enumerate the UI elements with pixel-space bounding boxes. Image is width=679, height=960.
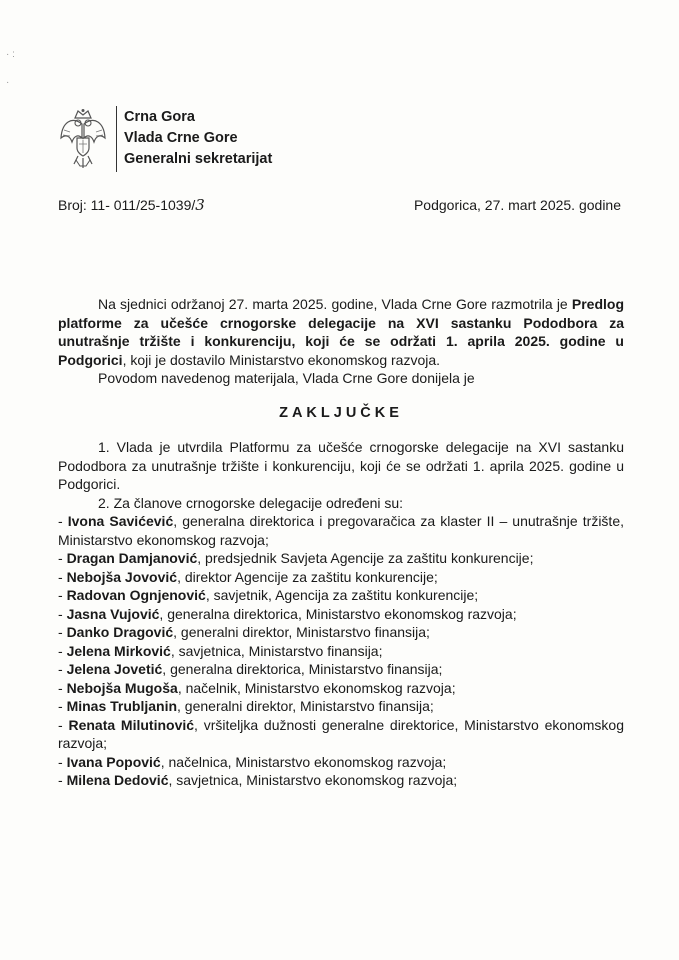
member-role: , savjetnica, Ministarstvo ekonomskog razvoja; (168, 772, 458, 788)
member-role: , savjetnica, Ministarstvo finansija; (170, 642, 383, 659)
delegation-member: - Nebojša Mugoša, načelnik, Ministarstvo ekonomskog razvoja; (58, 679, 456, 696)
reference-handwritten: 3 (195, 196, 205, 214)
conclusion-2-intro: 2. Za članove crnogorske delegacije određeni su: (98, 494, 404, 511)
reference-number (58, 196, 205, 214)
member-name: Nebojša Jovović (66, 568, 178, 585)
header-government: Vlada Crne Gore (124, 130, 238, 146)
delegation-member: - Milena Dedović, savjetnica, Ministarstvo ekonomskog razvoja; (58, 772, 458, 788)
povodom-paragraph: Povodom navedenog materijala, Vlada Crne Gore donijela je (98, 370, 475, 386)
document-date: Podgorica, 27. mart 2025. godine (413, 197, 621, 213)
member-role: , direktor Agencije za zaštitu konkurencije; (177, 568, 438, 585)
delegation-member: - Nebojša Jovović, direktor Agencije za zaštitu konkurencije; (58, 568, 438, 585)
intro-paragraph (58, 295, 624, 369)
reference-label: Broj: 11- 011/25-1039/ (58, 197, 196, 213)
member-name: Milena Dedović (66, 772, 169, 788)
member-name: Nebojša Mugoša (66, 679, 178, 696)
member-role: , generalna direktorica, Ministarstvo finansija; (162, 661, 443, 677)
member-name: Minas Trubljanin (66, 698, 178, 714)
delegation-member: - Ivona Savićević, generalna direktorica i pregovaračica za klaster II – unutrašnje tržište, Ministarstvo ekonomskog razvoja; (58, 513, 624, 548)
member-role: , generalna direktorica i pregovaračica za klaster II – unutrašnje tržište, Ministarstvo ekonomskog razvoja; (58, 513, 624, 548)
institution-header (124, 107, 272, 170)
member-name: Danko Dragović (66, 624, 174, 640)
member-name: Dragan Damjanović (66, 550, 198, 566)
member-name: Ivana Popović (66, 753, 161, 770)
header-country: Crna Gora (124, 109, 195, 125)
intro-bold-title: Predlog platforme za učešće crnogorske delegacije na XVI sastanku Pododbora za unutrašnje tržište i konkurenciju, koji će se održati 1. aprila 2025. godine u Podgorici (58, 296, 624, 368)
member-role: , načelnik, Ministarstvo ekonomskog razvoja; (177, 679, 456, 696)
delegation-member: - Jasna Vujović, generalna direktorica, Ministarstvo ekonomskog razvoja; (58, 605, 517, 622)
member-role: , vršiteljka dužnosti generalne direktorice, Ministarstvo ekonomskog razvoja; (58, 716, 624, 751)
delegation-member: - Dragan Damjanović, predsjednik Savjeta Agencije za zaštitu konkurencije; (58, 550, 534, 566)
conclusion-1: 1. Vlada je utvrdila Platformu za učešće crnogorske delegacije na XVI sastanku Pododbora za unutrašnje tržište i konkurenciju, koji će se održati 1. aprila 2025. godine u Podgorici. (58, 439, 624, 492)
member-role: , generalna direktorica, Ministarstvo ekonomskog razvoja; (159, 605, 517, 622)
member-role: , generalni direktor, Ministarstvo finansija; (173, 624, 430, 640)
member-name: Ivona Savićević (67, 513, 174, 529)
member-name: Jelena Jovetić (66, 661, 163, 677)
delegation-member: - Renata Milutinović, vršiteljka dužnosti generalne direktorice, Ministarstvo ekonomskog razvoja; (58, 716, 624, 751)
document-body (58, 295, 624, 790)
delegation-member: - Ivana Popović, načelnica, Ministarstvo ekonomskog razvoja; (58, 753, 447, 770)
member-role: , predsjednik Savjeta Agencije za zaštitu konkurencije; (197, 550, 534, 566)
member-name: Radovan Ognjenović (66, 587, 206, 603)
conclusions-heading: ZAKLJUČKE (279, 404, 403, 421)
member-role: , načelnica, Ministarstvo ekonomskog razvoja; (160, 753, 447, 770)
intro-text-2: , koji je dostavilo Ministarstvo ekonomskog razvoja. (122, 351, 441, 368)
header-divider (116, 106, 117, 172)
member-name: Jelena Mirković (66, 642, 171, 659)
member-role: , savjetnik, Agencija za zaštitu konkurencije; (205, 587, 479, 603)
delegation-member: - Minas Trubljanin, generalni direktor, Ministarstvo finansija; (58, 698, 434, 714)
delegation-member: - Radovan Ognjenović, savjetnik, Agencija za zaštitu konkurencije; (58, 587, 479, 603)
member-role: , generalni direktor, Ministarstvo finansija; (177, 698, 434, 714)
delegation-member: - Jelena Mirković, savjetnica, Ministarstvo finansija; (58, 642, 383, 659)
header-secretariat: Generalni sekretarijat (124, 151, 273, 167)
scan-marks: · : · (6, 49, 15, 88)
member-name: Jasna Vujović (66, 605, 160, 622)
delegation-member: - Jelena Jovetić, generalna direktorica, Ministarstvo finansija; (58, 661, 443, 677)
intro-text-1: Na sjednici održanoj 27. marta 2025. godine, Vlada Crne Gore razmotrila je (98, 296, 572, 312)
coat-of-arms-icon (58, 108, 108, 170)
delegation-members-list (58, 512, 624, 790)
member-name: Renata Milutinović (68, 716, 195, 733)
delegation-member: - Danko Dragović, generalni direktor, Ministarstvo finansija; (58, 624, 430, 640)
